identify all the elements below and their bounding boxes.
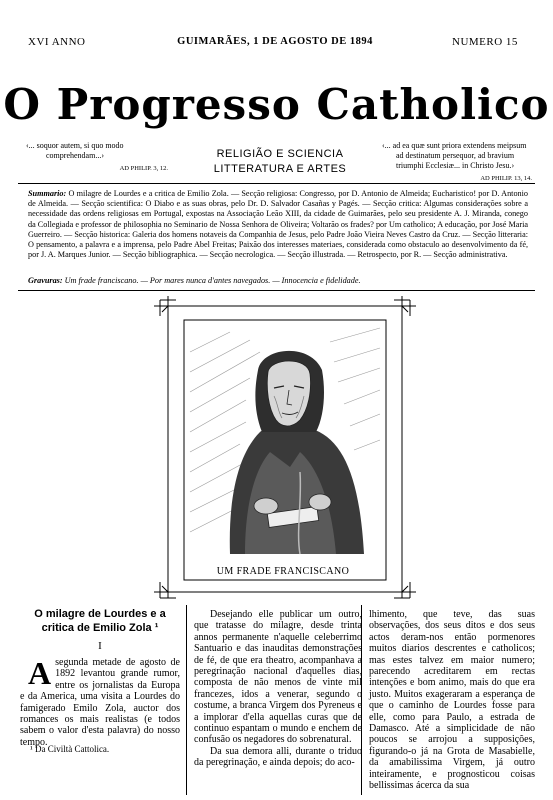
header-divider <box>18 183 535 184</box>
summary-label: Summario: <box>28 189 67 198</box>
gravuras-line <box>28 276 528 285</box>
epigraph-left-line1: ‹... soquor autem, si quo modo <box>26 141 124 150</box>
epigraph-right-line1: ‹... ad ea quæ sunt priora extendens meipsum <box>382 141 527 150</box>
article-column-1-text: segunda metade de agosto de 1892 levantou grande rumor, entre os jornalistas da Europa e da America, uma visita a Lourdes do famigerado Emilo Zola, auctor dos romances os mais realistas (e todos sabem o valor d'esta palavra) do nosso tempo. <box>20 657 180 748</box>
article-column-2-para-2: Da sua demora alli, durante o triduo da peregrinação, e ainda depois; do aco- <box>194 745 362 769</box>
epigraph-right-line3: triumphi Ecclesiæ... in Christo Jesu.› <box>396 161 515 170</box>
article-title: O milagre de Lourdes e a critica de Emilio Zola ¹ <box>34 608 166 634</box>
article-column-2 <box>194 609 362 769</box>
summary-divider <box>18 290 535 291</box>
illustration-frame <box>150 292 420 602</box>
issue-number: NUMERO 15 <box>452 36 518 48</box>
summary-block <box>28 189 528 260</box>
article-column-2-para-1: Desejando elle publicar um outro, que tratasse do milagre, desde trinta annos permanente n'aquelle celeberrimo Santuario e das inauditas demonstrações de fé, de que era theatro, acompanhava a peregrinação nacional d'aquelles dias, composta de não menos de vinte mil francezes, idos a venerar, segundo o costume, a branca Virgem dos Pyreneus e a implorar d'ella aquellas curas que de continuo espantam o mundo e enchem de confusão os negadores do sobrenatural. <box>194 609 362 746</box>
epigraph-right-line2: ad destinatum persequor, ad bravium <box>396 151 515 160</box>
article-column-1 <box>20 657 180 748</box>
article-section-number: I <box>98 640 102 652</box>
epigraph-left-line2: comprehendam...› <box>46 151 104 160</box>
friar-portrait <box>190 328 380 554</box>
epigraph-right <box>382 141 532 184</box>
gravuras-label: Gravuras: <box>28 276 63 285</box>
epigraph-left <box>26 141 176 174</box>
masthead-title: O Progresso Catholico <box>3 80 550 129</box>
illustration-caption: UM FRADE FRANCISCANO <box>216 566 350 577</box>
epigraph-right-ref: AD PHILIP. 13, 14. <box>480 175 532 182</box>
column-divider-1 <box>186 605 187 795</box>
edition-label: XVI ANNO <box>28 36 86 48</box>
summary-text: O milagre de Lourdes e a critica de Emilio Zola. — Secção religiosa: Congresso, por D. Antonio de Almeida; Eucharistico! por D. Antonio de Almeida. — Secção scientifica: O Diabo e as suas obras, pelo Dr. D. Salvador Casañas y Pagés. — Secção critica: Algumas considerações sobre a necessidade das ordens religiosas em Portugal, expostas na Associação Leão XIII, da cidade de Guimarães, pelo seu presidente A. J. Miranda, conego da Collegiada e professor de philosophia no Seminario de Nossa Senhora de Oliveira; Voltarão os frades? por Um catholico; A educação, por José Maria Guerreiro. — Secção historica: Galeria dos homens notaveis da Companhia de Jesus, pelo Padre João Vieira Neves Castro da Cruz. — Secção litteraria: O pensamento, a palavra e a imprensa, pelo Padre Abel Freitas; Paixão dos interesses materiaes, considerada como obstaculo ao desenvolvimento da fé, por J. A. Marques Junior. — Secção bibliographica. — Secção necrologica. — Secção illustrada. — Retrospecto, por R. — Secção administrativa. <box>28 189 529 260</box>
dateline: GUIMARÃES, 1 DE AGOSTO DE 1894 <box>177 36 373 47</box>
subtitle <box>185 147 375 177</box>
article-column-3: lhimento, que teve, das suas observações, dos seus ditos e dos seus actos deram-nos então pormenores muitos diarios descrentes e catholicos; mas estes talvez em maior numero; parecendo acreditarem em rectas intenções e bom animo, mais do que era justo. Muitos exageraram a esperança de que o caminho de Lourdes fosse para elle, como para Paulo, a estrada de Damasco. Até a simplicidade de não poucos se arrojou a supposições, figurando-o já na Grota de Masabielle, da amabilissima Virgem, já outro inteiramente, e prognosticou coisas bellissimas ácerca da sua <box>369 609 535 792</box>
subtitle-line2: LITTERATURA E ARTES <box>213 163 347 175</box>
epigraph-left-ref: AD PHILIP. 3, 12. <box>119 165 168 172</box>
drop-cap: A <box>28 655 52 691</box>
subtitle-line1: RELIGIÃO E SCIENCIA <box>216 148 344 160</box>
footnote: ¹ Da Civiltà Cattolica. <box>30 744 110 754</box>
gravuras-text: Um frade franciscano. — Por mares nunca d'antes navegados. — Innocencia e fidelidade. <box>64 276 361 285</box>
